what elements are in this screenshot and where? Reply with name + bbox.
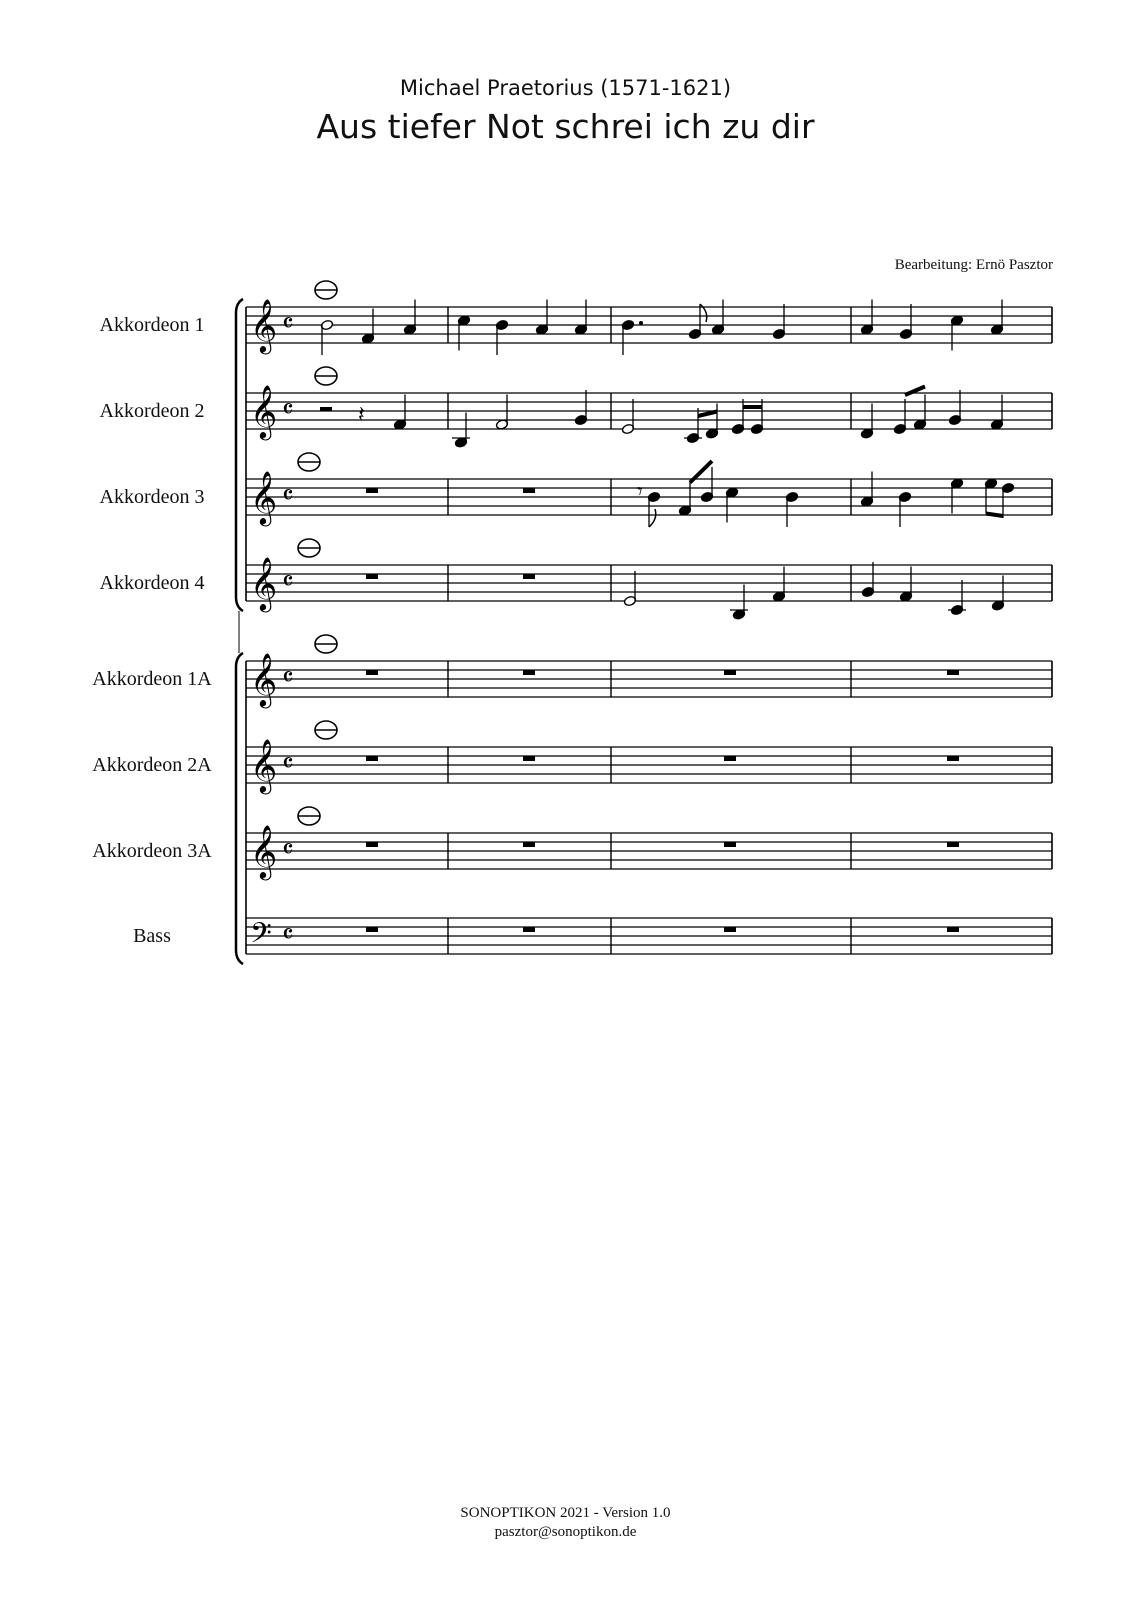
bass-clef: 𝄢 xyxy=(250,917,272,957)
treble-clef: 𝄞 xyxy=(250,384,278,438)
half-rest xyxy=(320,407,332,411)
piece-title: Aus tiefer Not schrei ich zu dir xyxy=(316,107,815,146)
time-signature: 𝄴 xyxy=(282,481,294,511)
time-signature: 𝄴 xyxy=(282,749,294,779)
bracket-top xyxy=(236,299,243,611)
note-flag xyxy=(649,509,656,527)
treble-clef: 𝄞 xyxy=(250,556,278,610)
instrument-label: Akkordeon 3A xyxy=(92,840,212,862)
whole-rest xyxy=(947,670,959,675)
whole-rest xyxy=(523,756,535,761)
whole-rest xyxy=(523,842,535,847)
instrument-label: Akkordeon 3 xyxy=(99,486,205,508)
treble-clef: 𝄞 xyxy=(250,824,278,878)
time-signature: 𝄴 xyxy=(282,663,294,693)
instrument-label: Akkordeon 4 xyxy=(99,572,205,594)
whole-rest xyxy=(523,670,535,675)
whole-rest xyxy=(947,756,959,761)
note-beam xyxy=(986,514,1003,517)
time-signature: 𝄴 xyxy=(282,309,294,339)
composer-line: Michael Praetorius (1571-1621) xyxy=(399,76,732,100)
treble-clef: 𝄞 xyxy=(250,298,278,352)
time-signature: 𝄴 xyxy=(282,567,294,597)
footer-version: SONOPTIKON 2021 - Version 1.0 xyxy=(460,1505,671,1521)
note-beam xyxy=(905,387,925,396)
whole-rest xyxy=(724,927,736,932)
whole-rest xyxy=(947,927,959,932)
note-dot xyxy=(639,321,643,325)
whole-rest xyxy=(366,927,378,932)
treble-clef: 𝄞 xyxy=(250,470,278,524)
arranger-credit: Bearbeitung: Ernö Pasztor xyxy=(894,257,1053,273)
whole-rest xyxy=(366,574,378,579)
eighth-rest: 𝄾 xyxy=(637,479,643,505)
whole-rest xyxy=(947,842,959,847)
treble-clef: 𝄞 xyxy=(250,738,278,792)
note-beam xyxy=(698,412,717,417)
treble-clef: 𝄞 xyxy=(250,652,278,706)
whole-rest xyxy=(523,574,535,579)
time-signature: 𝄴 xyxy=(282,395,294,425)
instrument-label: Bass xyxy=(133,925,171,947)
whole-rest xyxy=(366,842,378,847)
whole-rest xyxy=(366,756,378,761)
whole-rest xyxy=(724,670,736,675)
time-signature: 𝄴 xyxy=(282,920,294,950)
whole-rest xyxy=(724,842,736,847)
whole-rest xyxy=(724,756,736,761)
instrument-label: Akkordeon 2 xyxy=(99,400,205,422)
whole-rest xyxy=(523,488,535,493)
whole-rest xyxy=(366,488,378,493)
bracket-bottom xyxy=(236,653,243,964)
whole-rest xyxy=(366,670,378,675)
instrument-label: Akkordeon 1A xyxy=(92,668,212,690)
time-signature: 𝄴 xyxy=(282,835,294,865)
footer xyxy=(0,1504,1131,1542)
footer-email: pasztor@sonoptikon.de xyxy=(494,1524,637,1540)
whole-rest xyxy=(523,927,535,932)
instrument-label: Akkordeon 2A xyxy=(92,754,212,776)
instrument-label: Akkordeon 1 xyxy=(99,314,205,336)
quarter-rest: 𝄽 xyxy=(358,402,365,428)
